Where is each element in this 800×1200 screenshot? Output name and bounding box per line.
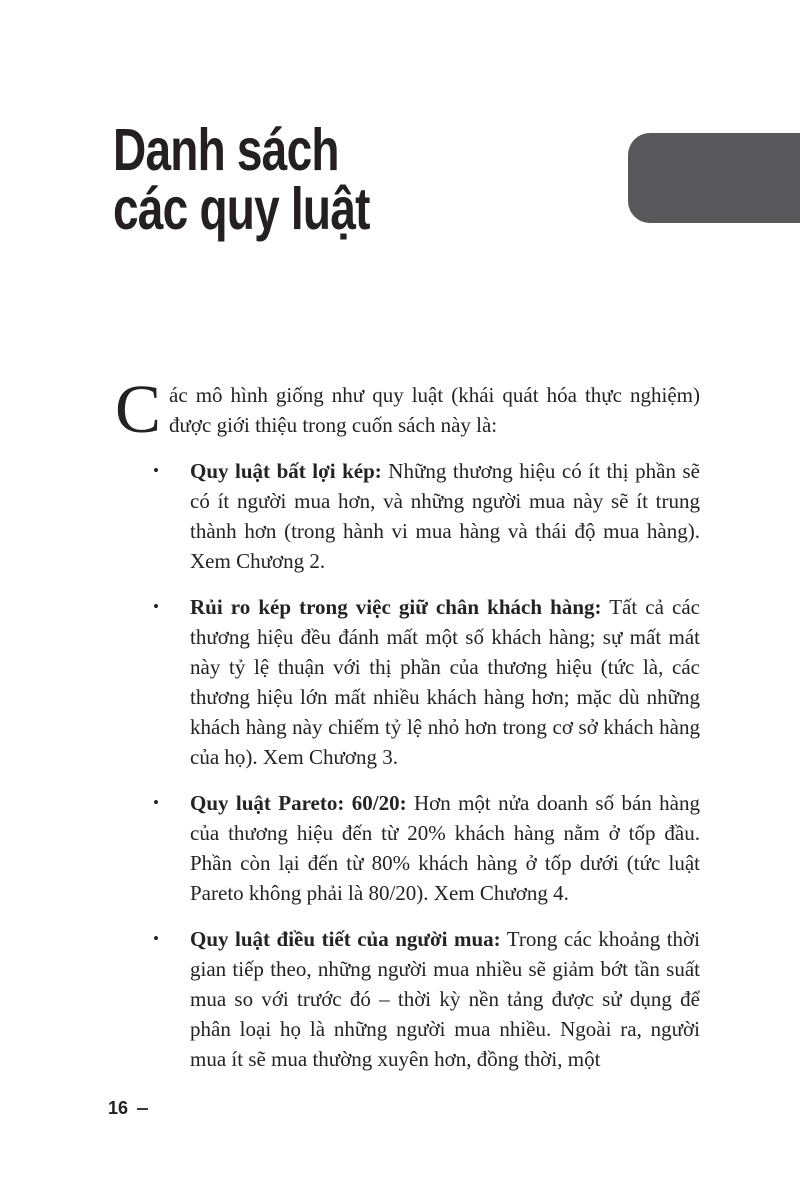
laws-list: [115, 456, 700, 1074]
bullet-icon: •: [153, 793, 159, 812]
page-content: [115, 371, 700, 1074]
law-lead: Quy luật Pareto: 60/20:: [190, 791, 407, 815]
page-number-dash-icon: [137, 1108, 148, 1110]
page-footer: [108, 1098, 148, 1119]
list-item-law-retention-double-jeopardy: [115, 592, 700, 772]
bullet-icon: •: [153, 461, 159, 480]
law-lead: Quy luật bất lợi kép:: [190, 459, 382, 483]
page-title: [113, 117, 370, 242]
page-title-line-2: các quy luật: [113, 176, 370, 242]
law-text: Hơn một nửa doanh số bán hàng của thương hiệu đến từ 20% khách hàng nằm ở tốp đầu. Phần còn lại đến từ 80% khách hàng ở tốp dưới (tức luật Pareto không phải là 80/20). Xem Chương 4.: [190, 791, 700, 905]
list-item-law-pareto: [115, 788, 700, 908]
law-lead: Quy luật điều tiết của người mua:: [190, 927, 501, 951]
page-number: 16: [108, 1098, 129, 1118]
list-item-law-double-jeopardy: [115, 456, 700, 576]
page-title-line-1: Danh sách: [113, 117, 339, 183]
bullet-icon: •: [153, 597, 159, 616]
intro-text: ác mô hình giống như quy luật (khái quát hóa thực nghiệm) được giới thiệu trong cuốn sách này là:: [169, 383, 700, 437]
intro-paragraph: [115, 371, 700, 447]
list-item-law-buyer-moderation: [115, 924, 700, 1074]
bullet-icon: •: [153, 929, 159, 948]
law-text: Những thương hiệu có ít thị phần sẽ có ít người mua hơn, và những người mua này sẽ ít trung thành hơn (trong hành vi mua hàng và thái độ mua hàng). Xem Chương 2.: [190, 459, 700, 573]
chapter-tab: [628, 133, 800, 223]
law-text: Trong các khoảng thời gian tiếp theo, những người mua nhiều sẽ giảm bớt tần suất mua so với trước đó – thời kỳ nền tảng được sử dụng để phân loại họ là những người mua nhiều. Ngoài ra, người mua ít sẽ mua thường xuyên hơn, đồng thời, một: [190, 927, 700, 1071]
dropcap-letter: C: [115, 371, 162, 447]
law-lead: Rủi ro kép trong việc giữ chân khách hàng:: [190, 595, 602, 619]
law-text: Tất cả các thương hiệu đều đánh mất một số khách hàng; sự mất mát này tỷ lệ thuận với thị phần của thương hiệu (tức là, các thương hiệu lớn mất nhiều khách hàng hơn; mặc dù những khách hàng này chiếm tỷ lệ nhỏ hơn trong cơ sở khách hàng của họ). Xem Chương 3.: [190, 595, 700, 769]
